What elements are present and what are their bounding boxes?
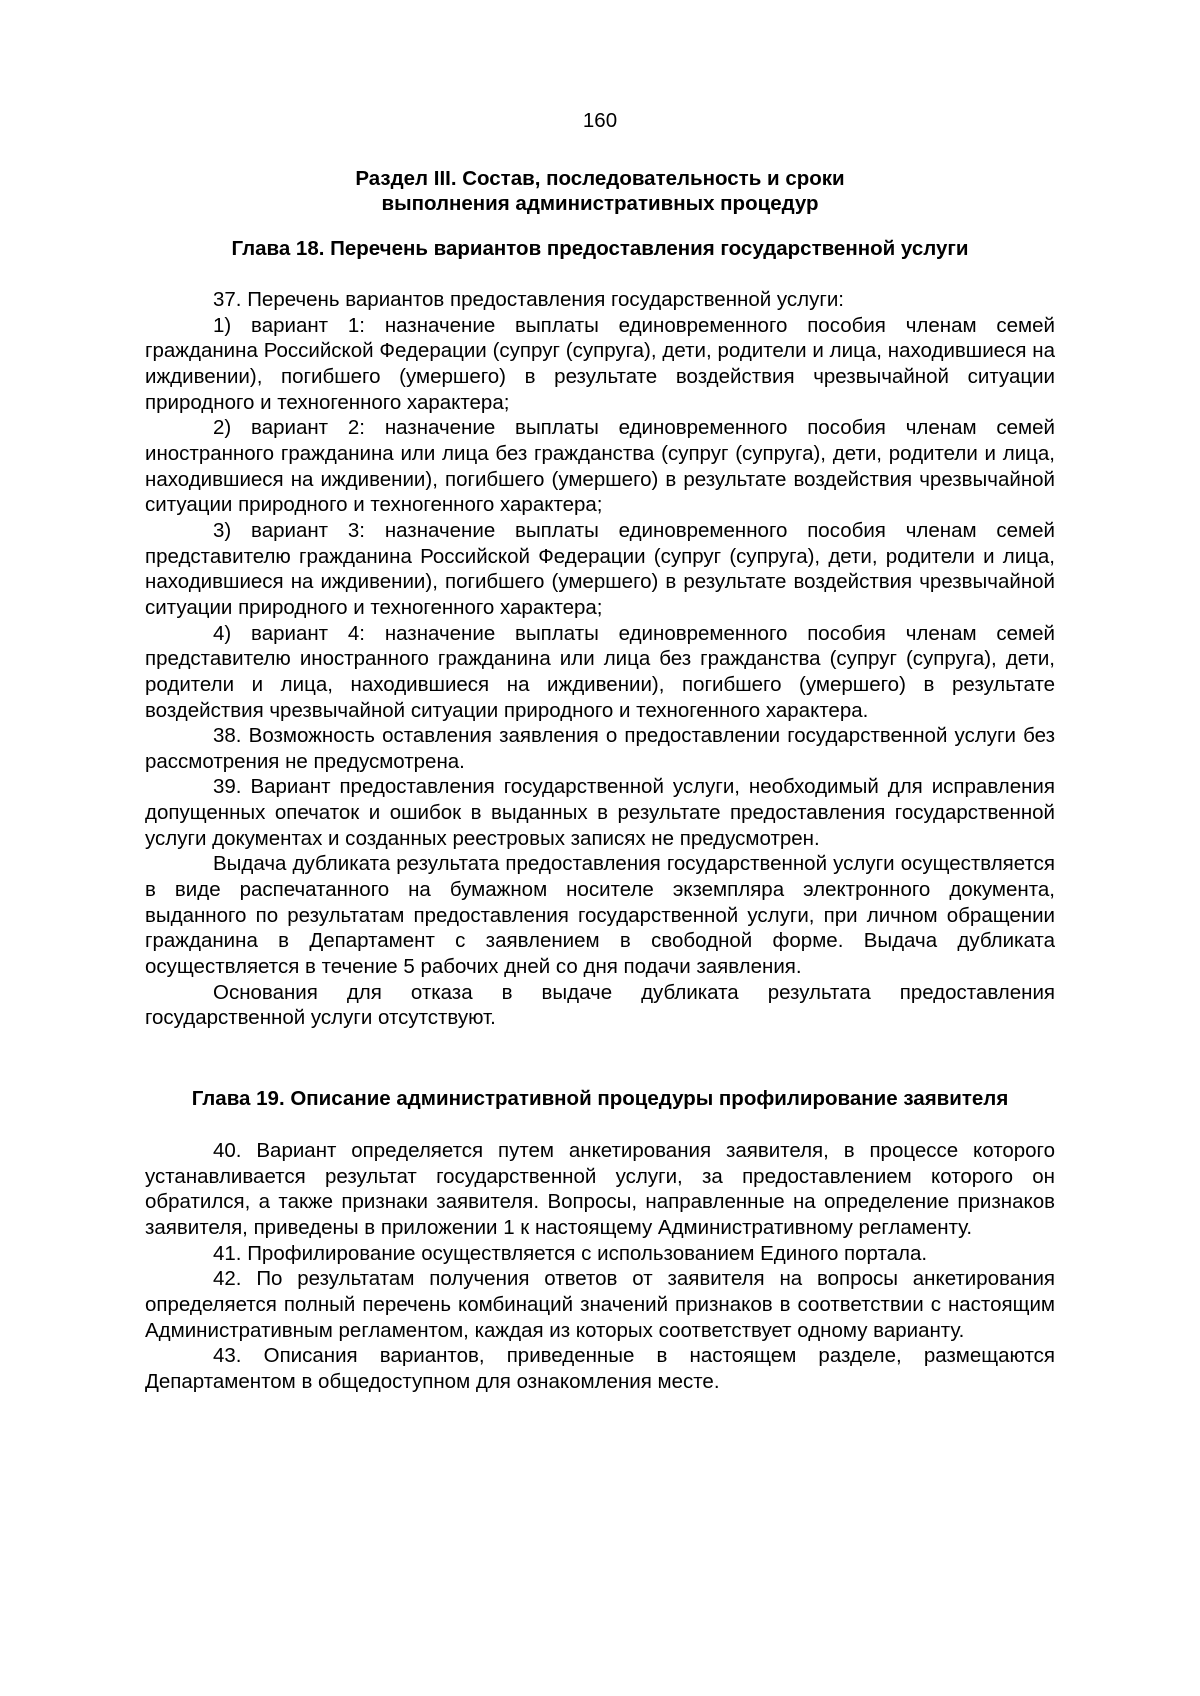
list-item-variant-1: 1) вариант 1: назначение выплаты единовременного пособия членам семей гражданина Российской Федерации (супруг (супруга), дети, родители и лица, находившиеся на иждивении), погибшего (умершего) в результате воздействия чрезвычайной ситуации природного и техногенного характера; (145, 313, 1055, 414)
list-item-variant-3: 3) вариант 3: назначение выплаты единовременного пособия членам семей представителю гражданина Российской Федерации (супруг (супруга), дети, родители и лица, находившиеся на иждивении), погибшего (умершего) в результате воздействия чрезвычайной ситуации природного и техногенного характера; (145, 518, 1055, 619)
paragraph-37: 37. Перечень вариантов предоставления государственной услуги: (213, 288, 844, 311)
paragraph-43: 43. Описания вариантов, приведенные в настоящем разделе, размещаются Департаментом в общедоступном для ознакомления месте. (145, 1344, 1055, 1393)
chapter-18-title: Глава 18. Перечень вариантов предоставления государственной услуги (231, 237, 969, 260)
section-title (145, 166, 1055, 216)
list-item-variant-2: 2) вариант 2: назначение выплаты единовременного пособия членам семей иностранного гражданина или лица без гражданства (супруг (супруга), дети, родители и лица, находившиеся на иждивении), погибшего (умершего) в результате воздействия чрезвычайной ситуации природного и техногенного характера; (145, 416, 1055, 517)
section-title-line: Раздел III. Состав, последовательность и сроки (355, 167, 845, 190)
paragraph-42: 42. По результатам получения ответов от заявителя на вопросы анкетирования определяется полный перечень комбинаций значений признаков в соответствии с настоящим Административным регламентом, каждая из которых соответствует одному варианту. (145, 1267, 1055, 1342)
paragraph-41: 41. Профилирование осуществляется с использованием Единого портала. (213, 1241, 928, 1265)
chapter-19-body (145, 1138, 1055, 1395)
chapter-19-title: Глава 19. Описание административной процедуры профилирование заявителя (191, 1087, 1009, 1110)
page-number: 160 (582, 109, 618, 132)
paragraph-39: 39. Вариант предоставления государственной услуги, необходимый для исправления допущенных опечаток и ошибок в выданных в результате предоставления государственной услуги документах и созданных реестровых записях не предусмотрен. (145, 775, 1055, 850)
paragraph-duplicate-issuance: Выдача дубликата результата предоставления государственной услуги осуществляется в виде распечатанного на бумажном носителе экземпляра электронного документа, выданного по результатам предоставления государственной услуги, при личном обращении гражданина в Департамент с заявлением в свободной форме. Выдача дубликата осуществляется в течение 5 рабочих дней со дня подачи заявления. (145, 852, 1055, 979)
chapter-18-body (145, 287, 1055, 1031)
paragraph-refusal-grounds: Основания для отказа в выдаче дубликата результата предоставления государственной услуги отсутствуют. (145, 980, 1055, 1030)
list-item-variant-4: 4) вариант 4: назначение выплаты единовременного пособия членам семей представителю иностранного гражданина или лица без гражданства (супруг (супруга), дети, родители и лица, находившиеся на иждивении), погибшего (умершего) в результате воздействия чрезвычайной ситуации природного и техногенного характера. (145, 621, 1055, 722)
section-title-line: выполнения административных процедур (381, 192, 819, 215)
paragraph-38: 38. Возможность оставления заявления о предоставлении государственной услуги без рассмотрения не предусмотрена. (145, 724, 1055, 773)
paragraph-40: 40. Вариант определяется путем анкетирования заявителя, в процессе которого устанавливается результат государственной услуги, за предоставлением которого он обратился, а также признаки заявителя. Вопросы, направленные на определение признаков заявителя, приведены в приложении 1 к настоящему Административному регламенту. (145, 1139, 1055, 1239)
